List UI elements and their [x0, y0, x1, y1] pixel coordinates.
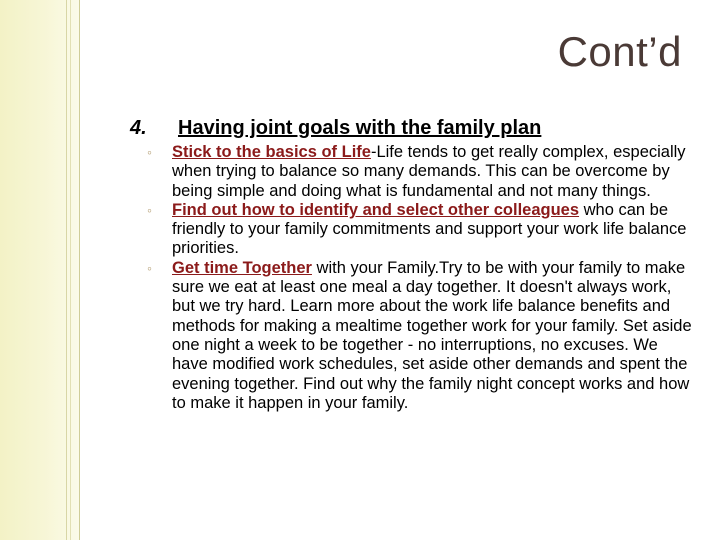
- bullet-icon: ◦: [147, 201, 152, 218]
- bullet-icon: ◦: [147, 144, 152, 160]
- side-bar-line: [70, 0, 71, 540]
- bullet-text: who can be friendly to your family commitments and support your work life balance priorities.: [172, 200, 687, 258]
- bullet-list: [147, 143, 695, 413]
- bullet-icon: ◦: [147, 259, 152, 276]
- heading-number: 4.: [130, 117, 147, 139]
- bullet-lead-link[interactable]: Stick to the basics of Life: [172, 143, 371, 161]
- bullet-item: [147, 201, 695, 259]
- bullet-lead-link[interactable]: Find out how to identify and select other colleagues: [172, 200, 580, 219]
- side-bar-line: [66, 0, 67, 540]
- slide-title: Cont’d: [557, 28, 682, 75]
- heading-text: Having joint goals with the family plan: [178, 117, 542, 139]
- bullet-lead-link[interactable]: Get time Together: [172, 258, 312, 277]
- side-bar-line: [79, 0, 80, 540]
- bullet-item: [147, 259, 695, 413]
- bullet-text: -Life tends to get really complex, especially when trying to balance so many demands. This can be overcome by being simple and doing what is fundamental and not many things.: [172, 143, 686, 200]
- bullet-text: with your Family.Try to be with your family to make sure we eat at least one meal a day together. It doesn't always work, but we try hard. Learn more about the work life balance benefits and methods for making a mealtime together work for your family. Set aside one night a week to be together - no interruptions, no excuses. We have modified work schedules, set aside other demands and spent the evening together. Find out why the family night concept works and how to make it happen in your family.: [172, 258, 692, 412]
- bullet-item: [147, 143, 695, 201]
- decorative-side-bar: [0, 0, 80, 540]
